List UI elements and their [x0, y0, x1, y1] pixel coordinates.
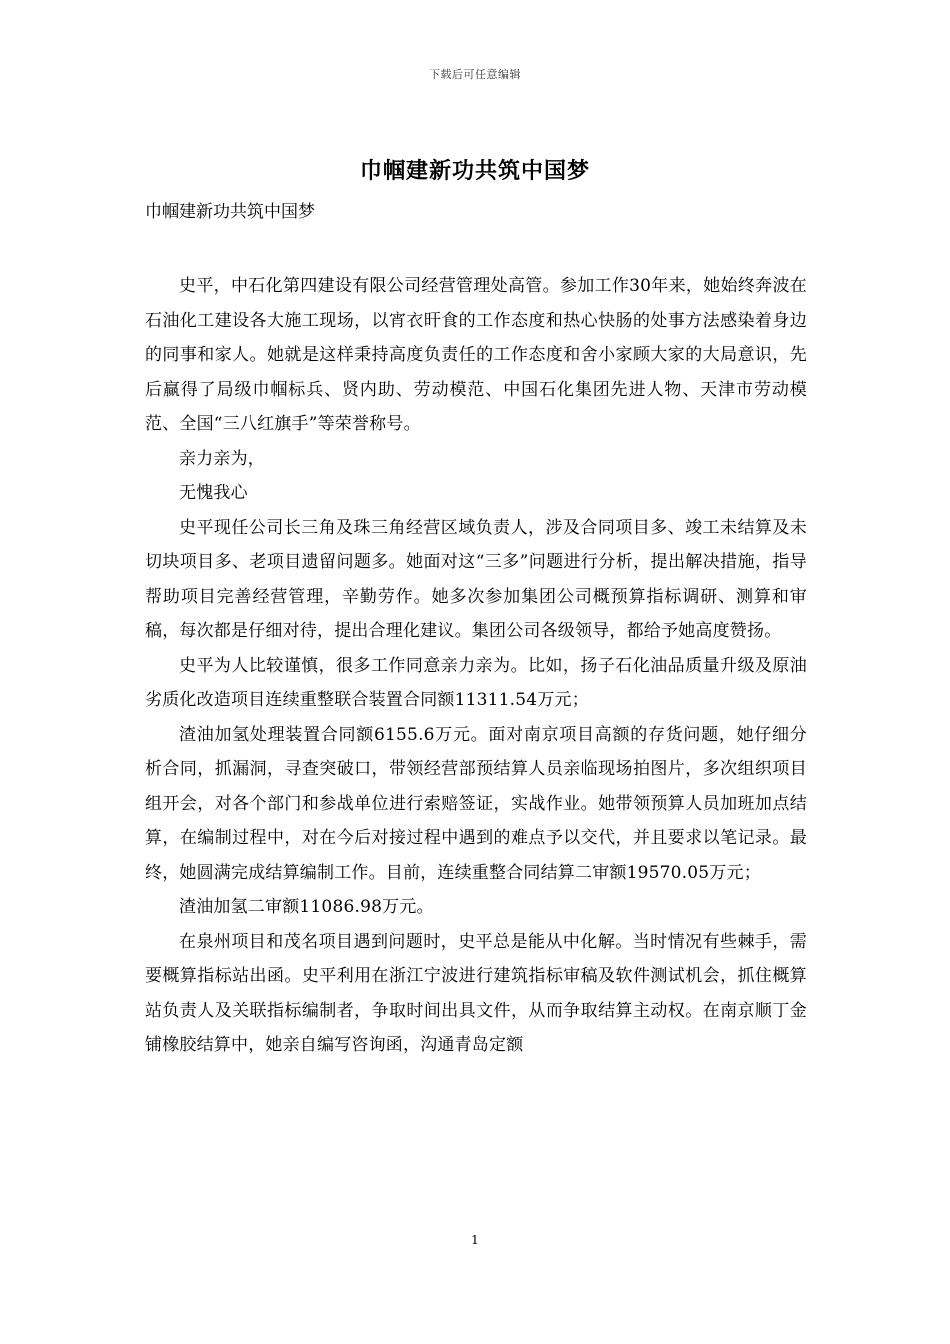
- document-body: [145, 269, 807, 1063]
- paragraph: 亲力亲为，: [179, 448, 265, 469]
- paragraph: 渣油加氢二审额11086.98万元。: [179, 897, 434, 917]
- paragraph: 渣油加氢处理装置合同额6155.6万元。面对南京项目高额的存货问题，她仔细分析合同，抓漏洞，寻查突破口，带领经营部预结算人员亲临现场拍图片，多次组织项目组开会，对各个部门和参战单位进行索赔签证，实战作业。她带领预算人员加班加点结算，在编制过程中，对在今后对接过程中遇到的难点予以交代，并且要求以笔记录。最终，她圆满完成结算编制工作。目前，连续重整合同结算二审额19570.05万元；: [145, 724, 807, 883]
- paragraph: 在泉州项目和茂名项目遇到问题时，史平总是能从中化解。当时情况有些棘手，需要概算指标站出函。史平利用在浙江宁波进行建筑指标审稿及软件测试机会，抓住概算站负责人及关联指标编制者，争取时间出具文件，从而争取结算主动权。在南京顺丁金铺橡胶结算中，她亲自编写咨询函，沟通青岛定额: [145, 931, 807, 1055]
- paragraph: 史平现任公司长三角及珠三角经营区域负责人，涉及合同项目多、竣工未结算及未切块项目多、老项目遗留问题多。她面对这“三多”问题进行分析，提出解决措施，指导帮助项目完善经营管理，辛勤劳作。她多次参加集团公司概预算指标调研、测算和审稿，每次都是仔细对待，提出合理化建议。集团公司各级领导，都给予她高度赞扬。: [145, 517, 807, 641]
- document-title: 巾帼建新功共筑中国梦: [359, 158, 590, 184]
- paragraph: 无愧我心: [179, 483, 248, 503]
- document-subtitle: 巾帼建新功共筑中国梦: [145, 202, 315, 222]
- page-number: 1: [471, 1233, 479, 1247]
- header-note: 下载后可任意编辑: [429, 68, 521, 81]
- paragraph: 史平为人比较谨慎，很多工作同意亲力亲为。比如，扬子石化油品质量升级及原油劣质化改造项目连续重整联合装置合同额11311.54万元；: [145, 655, 807, 710]
- paragraph: 史平，中石化第四建设有限公司经营管理处高管。参加工作30年来，她始终奔波在石油化工建设各大施工现场，以宵衣旰食的工作态度和热心快肠的处事方法感染着身边的同事和家人。她就是这样秉持高度负责任的工作态度和舍小家顾大家的大局意识，先后赢得了局级巾帼标兵、贤内助、劳动模范、中国石化集团先进人物、天津市劳动模范、全国“三八红旗手”等荣誉称号。: [145, 276, 807, 434]
